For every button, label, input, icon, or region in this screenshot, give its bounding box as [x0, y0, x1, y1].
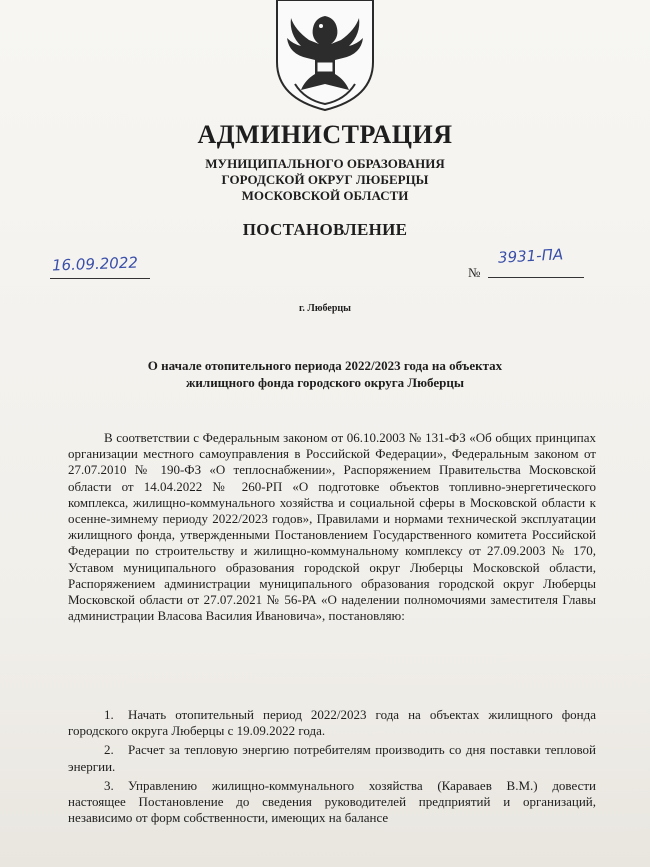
- item-number: 1.: [104, 707, 114, 722]
- list-item: [68, 707, 596, 739]
- number-sign: №: [468, 265, 481, 280]
- preamble-paragraph: В соответствии с Федеральным законом от 06.10.2003 № 131-ФЗ «Об общих принципах организации местного самоуправления в Российской Федерации», Федеральным законом от 27.07.2010 № 190-ФЗ «О теплоснабжении», Распоряжением Правительства Московской области от 14.04.2022 № 260-РП «О подготовке объектов топливно-энергетического комплекса, жилищно-коммунального хозяйства и социальной сферы в Московской области к осенне-зимнему периоду 2022/2023 годов», Правилами и нормами технической эксплуатации жилищного фонда, утвержденными Постановлением Государственного комитета Российской Федерации по строительству и жилищно-коммунальному комплексу от 27.09.2003 № 170, Уставом муниципального образования городской округ Люберцы Московской области, Распоряжением администрации муниципального образования городской округ Люберцы Московской области от 27.07.2021 № 56-РА «О наделении полномочиями заместителя Главы администрации Власова Василия Ивановича», постановляю:: [68, 430, 596, 624]
- item-number: 3.: [104, 777, 114, 793]
- org-line-3: МОСКОВСКОЙ ОБЛАСТИ: [241, 188, 409, 203]
- coat-of-arms-emblem: [265, 0, 385, 112]
- item-text: Начать отопительный период 2022/2023 года на объектах жилищного фонда городского округа Люберцы с 19.09.2022 года.: [68, 707, 596, 739]
- org-title: АДМИНИСТРАЦИЯ: [197, 120, 453, 149]
- document-date: 16.09.2022: [51, 253, 139, 275]
- document-number: 3931-ПА: [497, 245, 564, 267]
- org-line-1: МУНИЦИПАЛЬНОГО ОБРАЗОВАНИЯ: [205, 156, 445, 171]
- preamble: [68, 430, 596, 624]
- document-type: ПОСТАНОВЛЕНИЕ: [242, 220, 408, 239]
- document-title: [110, 357, 540, 391]
- item-number: 2.: [104, 742, 114, 758]
- item-text: Управлению жилищно-коммунального хозяйства (Караваев В.М.) довести настоящее Постановление до сведения руководителей предприятий и организаций, независимо от форм собственности, имеющих на балансе: [68, 777, 596, 826]
- item-text: Расчет за тепловую энергию потребителям производить со дня поставки тепловой энергии.: [68, 742, 596, 774]
- resolution-items: [68, 707, 596, 829]
- title-line-2: жилищного фонда городского округа Люберцы: [185, 375, 465, 390]
- list-item: [68, 742, 596, 774]
- title-line-1: О начале отопительного периода 2022/2023 года на объектах: [147, 358, 503, 373]
- list-item: [68, 778, 596, 827]
- city-name: г. Люберцы: [299, 303, 351, 314]
- org-subtitle: [0, 156, 650, 204]
- number-underline: [488, 277, 584, 278]
- date-underline: [50, 278, 150, 279]
- org-line-2: ГОРОДСКОЙ ОКРУГ ЛЮБЕРЦЫ: [221, 172, 429, 187]
